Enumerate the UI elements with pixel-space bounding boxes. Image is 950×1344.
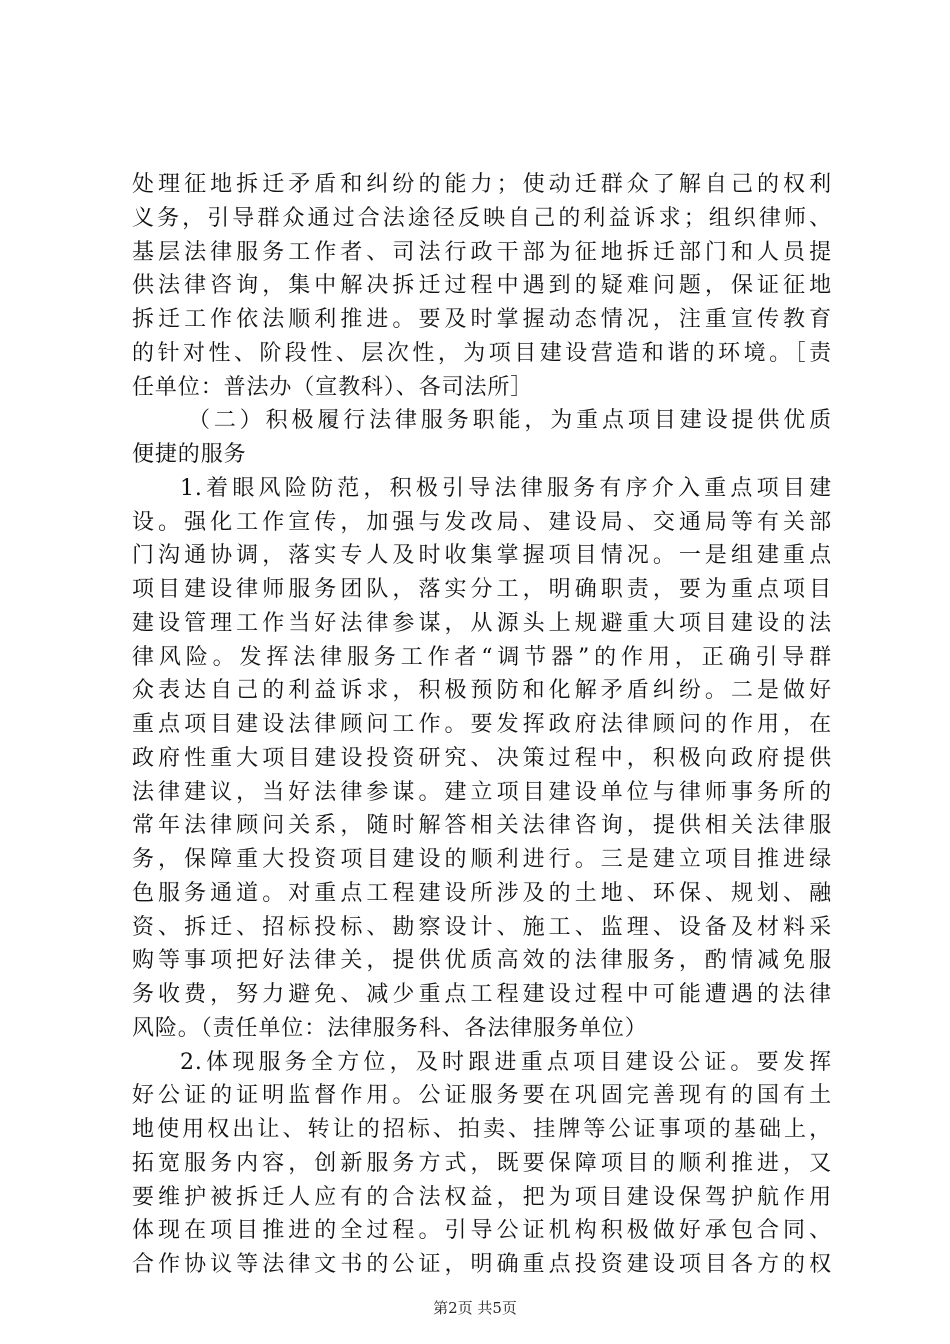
section-heading-line-2: 便捷的服务 bbox=[132, 442, 247, 467]
body-line-32: 体现在项目推进的全过程。引导公证机构积极做好承包合同、 bbox=[132, 1218, 832, 1244]
body-line-7: 任单位：普法办（宣教科）、各司法所］ bbox=[132, 374, 534, 400]
body-line-17: 重点项目建设法律顾问工作。要发挥政府法律顾问的作用，在 bbox=[132, 712, 832, 737]
body-line-27: 2.体现服务全方位，及时跟进重点项目建设公证。要发挥 bbox=[180, 1049, 832, 1075]
body-line-21: 务，保障重大投资项目建设的顺利进行。三是建立项目推进绿 bbox=[132, 847, 832, 872]
body-line-22: 色服务通道。对重点工程建设所涉及的土地、环保、规划、融 bbox=[132, 880, 832, 906]
page-number-footer: 第2页 共5页 bbox=[433, 1299, 517, 1317]
body-line-24: 购等事项把好法律关，提供优质高效的法律服务，酌情减免服 bbox=[132, 948, 832, 974]
body-line-14: 建设管理工作当好法律参谋，从源头上规避重大项目建设的法 bbox=[132, 610, 832, 636]
body-line-6: 的针对性、阶段性、层次性，为项目建设营造和谐的环境。［责 bbox=[132, 340, 832, 366]
body-line-28: 好公证的证明监督作用。公证服务要在巩固完善现有的国有土 bbox=[132, 1083, 832, 1109]
body-line-15: 律风险。发挥法律服务工作者“调节器”的作用，正确引导群 bbox=[132, 644, 832, 670]
body-line-30: 拓宽服务内容，创新服务方式，既要保障项目的顺利推进，又 bbox=[132, 1150, 832, 1176]
body-line-33: 合作协议等法律文书的公证，明确重点投资建设项目各方的权 bbox=[132, 1252, 832, 1277]
body-line-3: 基层法律服务工作者、司法行政干部为征地拆迁部门和人员提 bbox=[132, 239, 832, 265]
body-line-12: 门沟通协调，落实专人及时收集掌握项目情况。一是组建重点 bbox=[132, 543, 832, 569]
body-line-16: 众表达自己的利益诉求，积极预防和化解矛盾纠纷。二是做好 bbox=[132, 678, 832, 704]
body-line-18: 政府性重大项目建设投资研究、决策过程中，积极向政府提供 bbox=[132, 745, 832, 771]
body-line-4: 供法律咨询，集中解决拆迁过程中遇到的疑难问题，保证征地 bbox=[132, 273, 832, 299]
document-body bbox=[132, 168, 832, 1282]
body-line-10: 1.着眼风险防范，积极引导法律服务有序介入重点项目建 bbox=[180, 475, 832, 501]
body-line-2: 义务，引导群众通过合法途径反映自己的利益诉求；组织律师、 bbox=[132, 205, 832, 231]
body-line-19: 法律建议，当好法律参谋。建立项目建设单位与律师事务所的 bbox=[132, 779, 832, 805]
body-line-20: 常年法律顾问关系，随时解答相关法律咨询，提供相关法律服 bbox=[132, 813, 832, 839]
body-line-1: 处理征地拆迁矛盾和纠纷的能力；使动迁群众了解自己的权利 bbox=[132, 172, 832, 197]
body-line-13: 项目建设律师服务团队，落实分工，明确职责，要为重点项目 bbox=[132, 577, 832, 602]
body-line-29: 地使用权出让、转让的招标、拍卖、挂牌等公证事项的基础上， bbox=[132, 1117, 832, 1142]
section-heading-line-1: （二）积极履行法律服务职能，为重点项目建设提供优质 bbox=[188, 408, 832, 434]
body-line-25: 务收费，努力避免、减少重点工程建设过程中可能遭遇的法律 bbox=[132, 982, 832, 1007]
body-line-23: 资、拆迁、招标投标、勘察设计、施工、监理、设备及材料采 bbox=[132, 914, 832, 940]
body-line-5: 拆迁工作依法顺利推进。要及时掌握动态情况，注重宣传教育 bbox=[132, 307, 832, 332]
body-line-11: 设。强化工作宣传，加强与发改局、建设局、交通局等有关部 bbox=[132, 509, 832, 535]
body-line-26: 风险。（责任单位：法律服务科、各法律服务单位） bbox=[132, 1015, 648, 1041]
body-line-31: 要维护被拆迁人应有的合法权益，把为项目建设保驾护航作用 bbox=[132, 1184, 832, 1210]
